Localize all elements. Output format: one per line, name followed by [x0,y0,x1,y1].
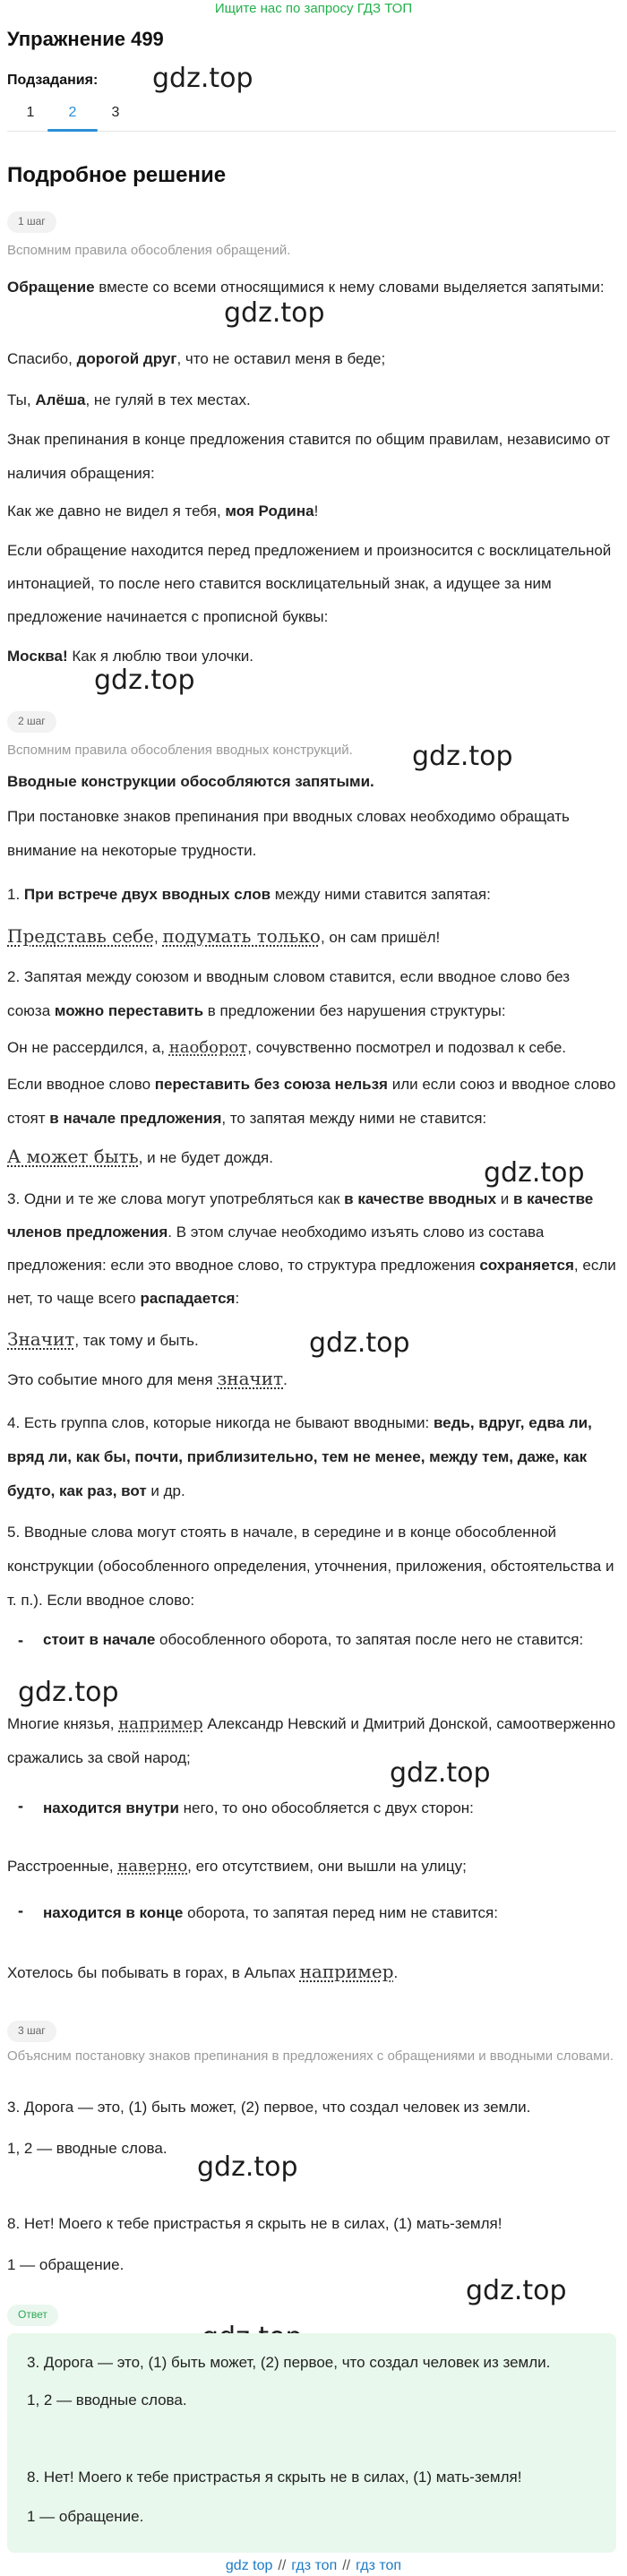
rule-paragraph: 4. Есть группа слов, которые никогда не бывают вводными: ведь, вдруг, едва ли, вряд ли, как бы, почти, приблизительно, тем не менее, между тем, даже, как будто, как раз, вот и др. [7,1414,592,1499]
tab-subtask-2[interactable]: 2 [68,105,77,120]
step-badge: 2 шаг [7,711,56,733]
example-sentence: Это событие много для меня значит. [7,1368,288,1389]
subtask-tabs [7,99,616,132]
solution-note: 1 — обращение. [7,2256,125,2273]
example-sentence: Многие князья, например Александр Невский и Дмитрий Донской, самоотверженно сражались за свой народ; [7,1714,616,1766]
footer-links [0,2557,627,2576]
step-badge: 3 шаг [7,2021,56,2042]
watermark: gdz.top [197,2151,298,2183]
bullet-item: стоит в начале обособленного оборота, то запятая после него не ставится: [43,1631,584,1648]
page-title: Упражнение 499 [7,28,164,50]
rule-paragraph: При постановке знаков препинания при вводных словах необходимо обращать внимание на некоторые трудности. [7,808,570,859]
solution-sentence: 3. Дорога — это, (1) быть может, (2) первое, что создал человек из земли. [7,2099,531,2116]
step-hint: Вспомним правила обособления обращений. [7,243,291,258]
solution-sentence: 8. Нет! Моего к тебе пристрастья я скрыть не в силах, (1) мать-земля! [7,2215,502,2232]
bullet-item: находится в конце оборота, то запятая перед ним не ставится: [43,1904,498,1921]
example-sentence: Расстроенные, наверно, его отсутствием, они вышли на улицу; [7,1857,467,1876]
answer-sentence: 3. Дорога — это, (1) быть может, (2) первое, что создал человек из земли. [27,2354,551,2371]
example-sentence: Хотелось бы побывать в горах, в Альпах например. [7,1961,399,1982]
step-hint: Объясним постановку знаков препинания в предложениях с обращениями и вводными словами. [7,2048,614,2064]
rule-paragraph: 2. Запятая между союзом и вводным словом ставится, если вводное слово без союза можно переставить в предложении без нарушения структуры: [7,968,571,1019]
rule-paragraph: Если обращение находится перед предложением и произносится с восклицательной интонацией, то после него ставится восклицательный знак, а идущее за ним предложение начинается с прописной буквы: [7,542,612,625]
footer-link[interactable]: гдз топ [356,2558,402,2573]
answer-sentence: 8. Нет! Моего к тебе пристрастья я скрыть не в силах, (1) мать-земля! [27,2469,522,2486]
bullet-marker: - [18,1797,23,1815]
answer-note: 1, 2 — вводные слова. [27,2391,187,2409]
tab-subtask-1[interactable]: 1 [26,105,35,120]
promo-banner[interactable]: Ищите нас по запросу ГДЗ ТОП [214,1,413,16]
answer-box [7,2333,616,2553]
answer-note: 1 — обращение. [27,2508,144,2525]
example-sentence: Он не рассердился, а, наоборот, сочувственно посмотрел и подозвал к себе. [7,1038,567,1057]
rule-paragraph: Если вводное слово переставить без союза нельзя или если союз и вводное слово стоят в начале предложения, то запятая между ними не ставится: [7,1076,616,1127]
example-sentence: Спасибо, дорогой друг, что не оставил меня в беде; [7,350,386,367]
watermark: gdz.top [484,1157,585,1189]
footer-link[interactable]: гдз топ [291,2558,338,2573]
watermark: gdz.top [152,63,253,94]
watermark: gdz.top [18,1677,119,1708]
bullet-item: находится внутри него, то оно обособляется с двух сторон: [43,1799,474,1816]
example-sentence: Значит, так тому и быть. [7,1328,199,1350]
step-badge: 1 шаг [7,211,56,233]
watermark: gdz.top [309,1327,410,1359]
rule-paragraph: Знак препинания в конце предложения ставится по общим правилам, независимо от наличия обращения: [7,431,611,482]
solution-note: 1, 2 — вводные слова. [7,2140,167,2157]
footer-link[interactable]: gdz top [225,2558,273,2573]
footer-separator: // [278,2558,287,2573]
watermark: gdz.top [94,665,195,696]
example-sentence: Представь себе, подумать только, он сам пришёл! [7,925,441,947]
watermark: gdz.top [466,2275,567,2306]
watermark: gdz.top [390,1757,491,1789]
subtasks-label: Подзадания: [7,73,99,88]
watermark: gdz.top [412,741,513,772]
bullet-marker: - [18,1902,23,1919]
footer-separator: // [342,2558,351,2573]
rule-paragraph: 3. Одни и те же слова могут употребляться как в качестве вводных и в качестве членов предложения. В этом случае необходимо изъять слово из состава предложения: если это вводное слово, то структура предложения сохраняется, если нет, то чаще всего распадается: [7,1190,616,1307]
answer-badge: Ответ [7,2305,58,2326]
example-sentence: Как же давно не видел я тебя, моя Родина! [7,502,319,519]
step-hint: Вспомним правила обособления вводных конструкций. [7,743,353,758]
bullet-marker: - [18,1631,23,1649]
tab-subtask-3[interactable]: 3 [111,105,120,120]
section-title: Подробное решение [7,163,227,187]
example-sentence: А может быть, и не будет дождя. [7,1146,273,1167]
example-sentence: Москва! Как я люблю твои улочки. [7,648,253,665]
rule-paragraph: 1. При встрече двух вводных слов между ними ставится запятая: [7,886,491,903]
rule-paragraph: Обращение вместе со всеми относящимися к нему словами выделяется запятыми: [7,279,605,296]
rule-heading: Вводные конструкции обособляются запятыми. [7,773,374,790]
rule-paragraph: 5. Вводные слова могут стоять в начале, в середине и в конце обособленной конструкции (обособленного определения, уточнения, приложения, обстоятельства и т. п.). Если вводное слово: [7,1524,614,1609]
active-tab-indicator [47,129,98,132]
example-sentence: Ты, Алёша, не гуляй в тех местах. [7,391,251,408]
watermark: gdz.top [224,297,325,329]
